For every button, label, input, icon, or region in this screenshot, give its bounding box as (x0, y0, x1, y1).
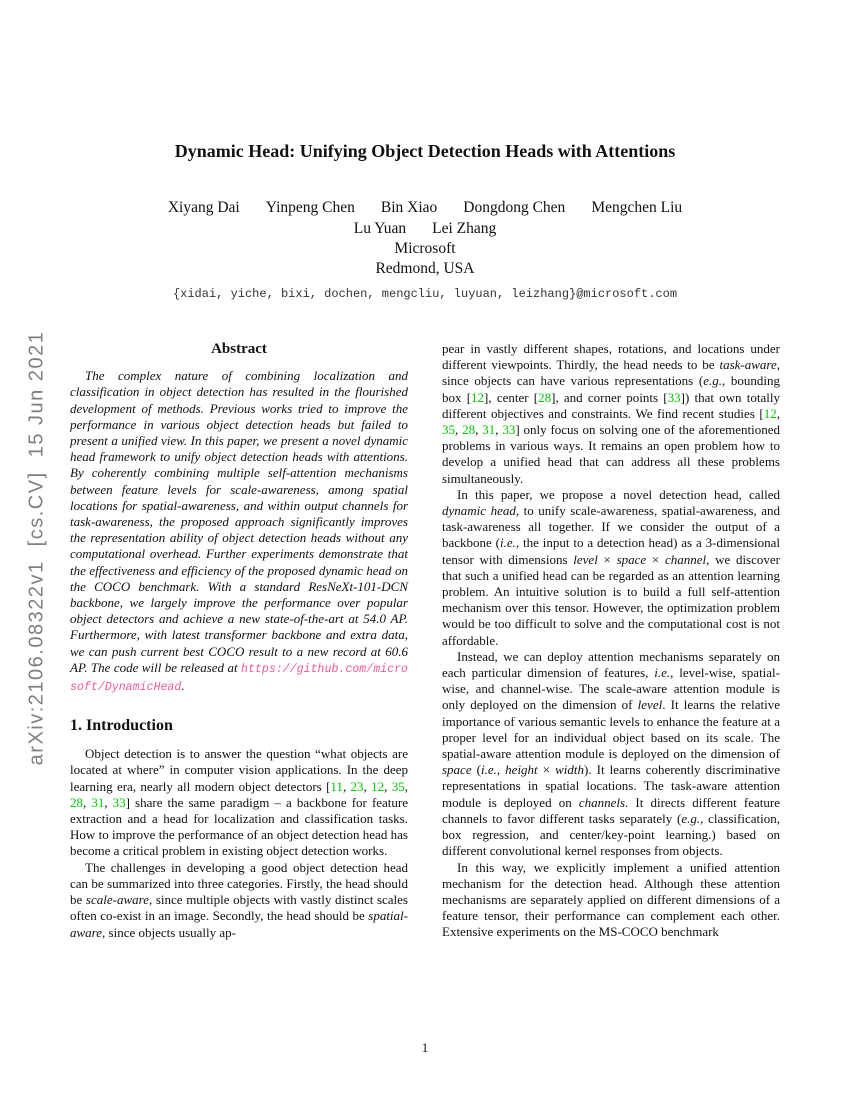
paragraph (442, 341, 780, 487)
text-segment: × (537, 762, 556, 778)
text-segment: , (83, 794, 92, 810)
right-column (442, 341, 780, 941)
citation-link[interactable]: 12 (471, 389, 485, 405)
text-segment: , since multiple objects with vastly distinct scales often co-exist in an image. Secondly, the head should be (70, 892, 408, 924)
text-segment: Instead, we can deploy attention mechanisms separately on each particular dimension of features, (442, 648, 780, 681)
authors-row-2 (0, 219, 850, 238)
text-segment: level (637, 697, 663, 713)
citation-link[interactable]: 33 (502, 422, 516, 438)
citation-link[interactable]: 11 (330, 778, 343, 794)
text-segment: ]) that own totally different objectives and constraints. We find recent studies [ (442, 389, 780, 421)
author-name: Mengchen Liu (591, 199, 683, 216)
citation-link[interactable]: 35 (442, 422, 455, 438)
author-name: Lei Zhang (432, 220, 497, 237)
author-emails: {xidai, yiche, bixi, dochen, mengcliu, luyuan, leizhang}@microsoft.com (172, 287, 678, 301)
text-segment: i.e. (480, 762, 497, 778)
paragraph (70, 746, 408, 859)
text-segment: . (181, 678, 185, 694)
text-segment: × (646, 551, 665, 567)
text-segment: The challenges in developing a good object detection head can be summarized into three categories. Firstly, the head should be (70, 859, 408, 908)
text-segment: channels (578, 794, 626, 810)
text-segment: ] only focus on solving one of the aforementioned problems in various ways. It remains an open problem how to develop a unified head that can address all these problems simultaneously. (442, 422, 781, 486)
paper-header (0, 0, 850, 301)
text-segment: ). It learns coherently discriminative representations in spatial locations. The task-aware attention module is deployed on (442, 762, 780, 810)
text-segment: . It learns the relative importance of various semantic levels to enhance the feature at a proper level for an individual object based on its scale. The spatial-aware attention module is deployed on the dimension of (442, 697, 780, 762)
page-number: 1 (421, 1040, 429, 1055)
author-name: Dongdong Chen (463, 199, 566, 216)
text-segment: ], center [ (484, 389, 539, 405)
text-segment: , the input to a detection head) as a 3-dimensional tensor with dimensions (442, 535, 780, 567)
affiliation-location: Redmond, USA (375, 260, 475, 277)
text-segment: i.e. (654, 665, 671, 681)
text-segment: ], and corner points [ (551, 389, 668, 405)
citation-link[interactable]: 33 (667, 389, 681, 405)
section-heading-introduction: 1. Introduction (70, 717, 173, 735)
author-name: Yinpeng Chen (265, 199, 355, 216)
text-segment: , (475, 422, 483, 438)
text-segment: In this way, we explicitly implement a unified attention mechanism for the detection head. Although these attention mechanisms are separately applied on different dimensions of a feature tensor, their performance can complement each other. Extensive experiments on the MS-COCO benchmark (442, 859, 780, 940)
text-segment: pear in vastly different shapes, rotations, and locations under different viewpoints. Thirdly, the head needs to be (442, 341, 780, 373)
text-segment: , classification, box regression, and center/key-point learning.) based on different convolutional kernel responses from objects. (442, 810, 780, 859)
citation-link[interactable]: 28 (462, 422, 476, 438)
two-column-body (0, 341, 850, 941)
text-segment: e.g. (681, 810, 701, 826)
text-segment: task-aware (719, 357, 777, 373)
text-segment: channel (664, 551, 707, 567)
text-segment: ] share the same paradigm – a backbone for feature extraction and a head for localization and classification tasks. How to improve the performance of an object detection head has become a critical problem in existing object detection works. (70, 794, 409, 859)
text-segment: , we discover that such a unified head can be regarded as an attention learning problem. An intuitive solution is to build a full self-attention mechanism over this tensor. However, the optimization problem would be too difficult to solve and the computational cost is not affordable. (442, 551, 780, 648)
affiliation: Microsoft (394, 240, 456, 257)
text-segment: space (616, 551, 647, 567)
citation-link[interactable]: 33 (112, 794, 126, 810)
text-segment: spatial-aware (70, 908, 408, 940)
text-segment: space (442, 762, 472, 778)
abstract-paragraph (70, 368, 408, 696)
text-segment: level (573, 551, 598, 567)
text-segment: , level-wise, spatial-wise, and channel-wise. The scale-aware attention module is only deployed on the dimension of (442, 665, 781, 713)
text-segment: , (495, 422, 503, 438)
citation-link[interactable]: 35 (391, 778, 405, 794)
abstract-heading: Abstract (211, 341, 267, 357)
text-segment: dynamic head (442, 503, 516, 519)
citation-link[interactable]: 12 (371, 778, 385, 794)
url-link[interactable]: https://github.com/microsoft/DynamicHead (70, 662, 408, 695)
citation-link[interactable]: 31 (482, 422, 496, 438)
text-segment: The complex nature of combining localization and classification in object detection has resulted in the flourished development of methods. Previous works tried to improve the performance in various object detection heads but failed to present a unified view. In this paper, we present a novel dynamic head framework to unify object detection heads with attentions. By coherently combining multiple self-attention mechanisms between feature levels for scale-awareness, among spatial locations for spatial-awareness, and within output channels for task-awareness, the proposed approach significantly improves the representation ability of object detection heads without any computational overhead. Further experiments demonstrate that the effectiveness and efficiency of the proposed dynamic head on the COCO benchmark. With a standard ResNeXt-101-DCN backbone, we largely improve the performance over popular object detectors and achieve a new state-of-the-art at 54.0 AP. Furthermore, with latest transformer backbone and extra data, we can push current best COCO result to a new record at 60.6 AP. The code will be released at (70, 368, 408, 675)
paragraph (442, 487, 780, 649)
text-segment: , (342, 778, 351, 794)
text-segment: height (505, 762, 538, 778)
citation-link[interactable]: 12 (763, 405, 777, 421)
authors-row-1 (0, 198, 850, 217)
author-name: Bin Xiao (380, 199, 438, 216)
text-segment: . It directs different feature channels to favor different tasks separately ( (442, 794, 780, 826)
left-column (70, 341, 408, 941)
text-segment: In this paper, we propose a novel detection head, called (457, 486, 780, 502)
text-segment: , (776, 405, 780, 421)
citation-link[interactable]: 31 (91, 794, 105, 810)
paragraph (442, 649, 780, 860)
text-segment: , (104, 794, 113, 810)
text-segment: width (555, 762, 584, 778)
text-segment: , since objects can have various representations ( (442, 357, 780, 389)
text-segment: scale-aware (85, 892, 149, 908)
citation-link[interactable]: 28 (538, 389, 552, 405)
arxiv-watermark: arXiv:2106.08322v1 [cs.CV] 15 Jun 2021 (25, 330, 48, 766)
text-segment: , (384, 778, 392, 794)
text-segment: × (597, 551, 617, 567)
paragraph (442, 860, 780, 941)
text-segment: , since objects usually ap- (102, 924, 236, 940)
text-segment: , (404, 778, 409, 794)
author-name: Lu Yuan (353, 220, 407, 237)
text-segment: , bounding box [ (442, 373, 780, 405)
text-segment: , (455, 422, 463, 438)
paragraph (70, 860, 408, 941)
paper-title: Dynamic Head: Unifying Object Detection Heads with Attentions (174, 141, 676, 161)
citation-link[interactable]: 28 (70, 794, 83, 810)
text-segment: , to unify scale-awareness, spatial-awareness, and task-awareness all together. If we consider the output of a backbone ( (442, 503, 781, 551)
text-segment: , (496, 762, 506, 778)
text-segment: ( (471, 762, 481, 778)
citation-link[interactable]: 23 (350, 778, 364, 794)
author-name: Xiyang Dai (167, 199, 240, 216)
text-segment: Object detection is to answer the question “what objects are located at where” in computer vision applications. In the deep learning era, nearly all modern object detectors [ (70, 746, 408, 794)
text-segment: i.e. (500, 535, 516, 551)
text-segment: e.g. (703, 373, 722, 389)
text-segment: , (363, 778, 372, 794)
